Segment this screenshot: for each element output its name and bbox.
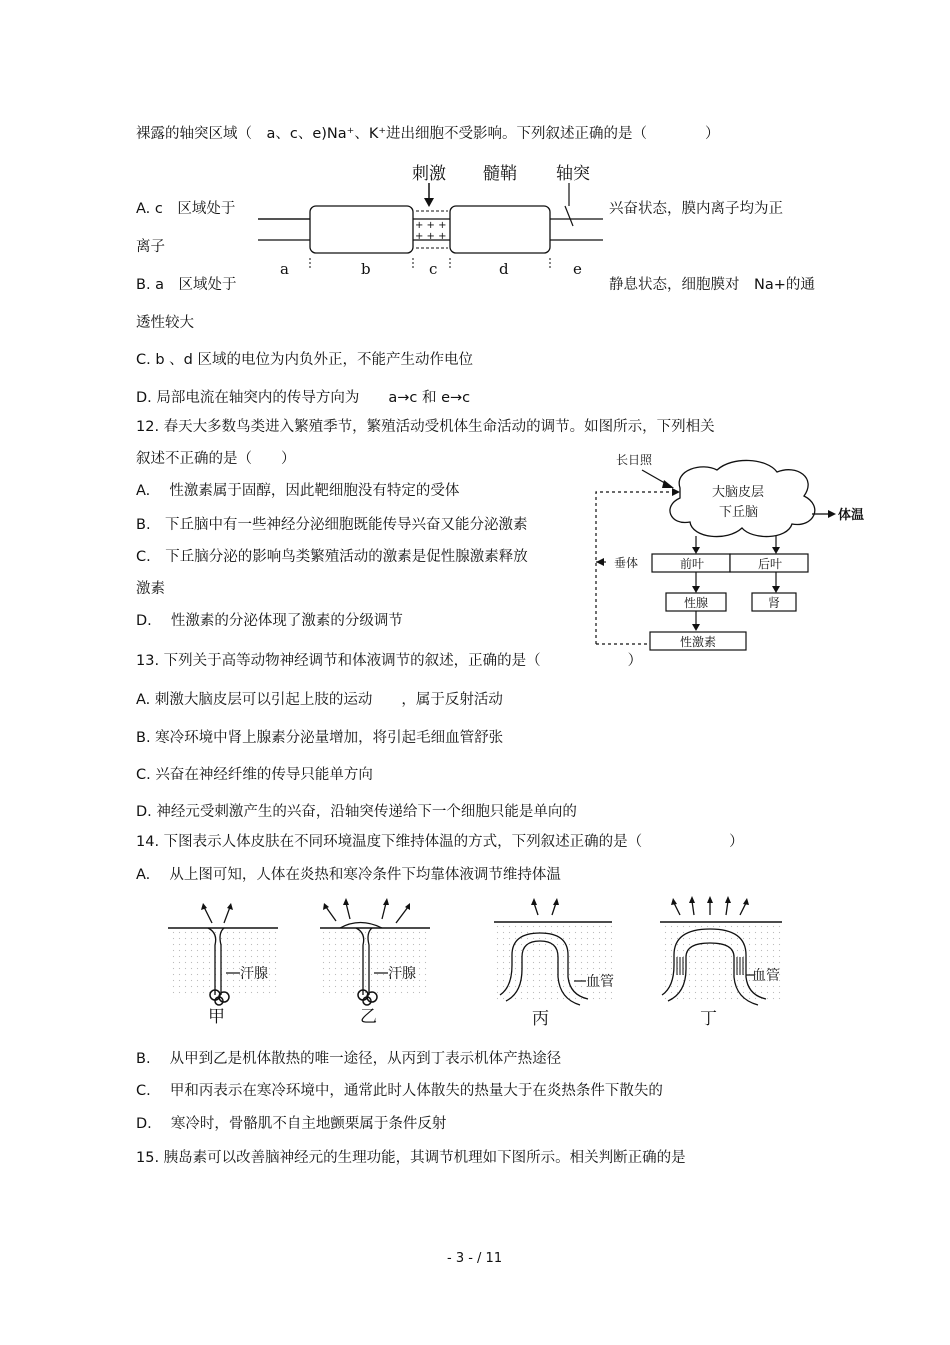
cortex-label: 大脑皮层 (712, 485, 765, 500)
q12-stem-cont: 叙述不正确的是（ ） (136, 451, 296, 467)
q12-option-d: D. 性激素的分泌体现了激素的分级调节 (136, 613, 403, 629)
q11-option-d: D. 局部电流在轴突内的传导方向为 a→c 和 e→c (136, 390, 471, 406)
myelin-sheath-d (450, 206, 550, 253)
hormone-regulation-diagram (592, 448, 872, 658)
q15-stem: 15. 胰岛素可以改善脑神经元的生理功能，其调节机理如下图所示。相关判断正确的是 (136, 1150, 686, 1166)
q12-option-c: C. 下丘脑分泌的影响鸟类繁殖活动的激素是促性腺激素释放 (136, 549, 528, 565)
long-day-label: 长日照 (616, 453, 653, 467)
blood-vessel-label-ding: 血管 (752, 968, 780, 984)
panel-bing (494, 898, 614, 1029)
q12-option-b: B. 下丘脑中有一些神经分泌细胞既能传导兴奋又能分泌激素 (136, 517, 528, 533)
charges-bottom: + + + (415, 231, 447, 242)
gonad-label: 性腺 (684, 596, 709, 610)
page-number: - 3 - / 11 (447, 1251, 503, 1266)
skin-thermoregulation-diagram (160, 895, 800, 1030)
q13-option-a: A. 刺激大脑皮层可以引起上肢的运动 ，属于反射活动 (136, 692, 503, 708)
panel-label-ding: 丁 (700, 1009, 717, 1029)
q11-option-b-cont: 透性较大 (136, 315, 194, 331)
q12-stem: 12. 春天大多数鸟类进入繁殖季节，繁殖活动受机体生命活动的调节。如图所示，下列相关 (136, 419, 715, 435)
hypothalamus-label: 下丘脑 (719, 505, 759, 520)
q11-option-b-right: 静息状态，细胞膜对 Na+的通 (609, 277, 815, 293)
sex-hormone-label: 性激素 (680, 635, 717, 649)
charges-top: + + + (415, 220, 447, 231)
q11-option-c: C. b 、d 区域的电位为内负外正，不能产生动作电位 (136, 352, 473, 368)
posterior-label: 后叶 (758, 557, 783, 571)
panel-yi (320, 898, 430, 1027)
axon-label: 轴突 (556, 164, 590, 184)
pituitary-label: 垂体 (614, 556, 639, 570)
q12-option-c-cont: 激素 (136, 581, 165, 597)
region-label-c: c (429, 260, 438, 278)
panel-jia (168, 903, 278, 1027)
panel-label-bing: 丙 (532, 1009, 549, 1029)
panel-ding (660, 896, 782, 1029)
axon-diagram (258, 158, 603, 280)
q12-option-a: A. 性激素属于固醇，因此靶细胞没有特定的受体 (136, 483, 460, 499)
q11-option-a-cont: 离子 (136, 239, 165, 255)
region-label-e: e (573, 260, 582, 278)
q11-option-b: B. a 区域处于 (136, 277, 237, 293)
region-label-a: a (280, 260, 289, 278)
sweat-gland-label-yi: 汗腺 (388, 966, 416, 982)
q14-stem: 14. 下图表示人体皮肤在不同环境温度下维持体温的方式，下列叙述正确的是（ ） (136, 834, 744, 850)
q13-option-d: D. 神经元受刺激产生的兴奋，沿轴突传递给下一个细胞只能是单向的 (136, 804, 577, 820)
kidney-label: 肾 (768, 596, 781, 610)
q11-option-a: A. c 区域处于 (136, 201, 236, 217)
stimulus-label: 刺激 (412, 164, 446, 184)
q13-option-b: B. 寒冷环境中肾上腺素分泌量增加，将引起毛细血管舒张 (136, 730, 504, 746)
body-temp-label: 体温 (838, 508, 865, 523)
q14-option-d: D. 寒冷时，骨骼肌不自主地颤栗属于条件反射 (136, 1116, 447, 1132)
q14-option-c: C. 甲和丙表示在寒冷环境中，通常此时人体散失的热量大于在炎热条件下散失的 (136, 1083, 663, 1099)
myelin-label: 髓鞘 (483, 164, 517, 184)
region-label-d: d (499, 260, 509, 278)
region-label-b: b (361, 260, 371, 278)
q11-stem: 裸露的轴突区域（ a、c、e)Na⁺、K⁺进出细胞不受影响。下列叙述正确的是（ ） (136, 126, 720, 142)
q14-option-a: A. 从上图可知，人体在炎热和寒冷条件下均靠体液调节维持体温 (136, 867, 561, 883)
q14-option-b: B. 从甲到乙是机体散热的唯一途径，从丙到丁表示机体产热途径 (136, 1051, 562, 1067)
q13-stem: 13. 下列关于高等动物神经调节和体液调节的叙述，正确的是（ ） (136, 653, 643, 669)
q13-option-c: C. 兴奋在神经纤维的传导只能单方向 (136, 767, 373, 783)
sweat-gland-label-jia: 汗腺 (240, 966, 268, 982)
myelin-sheath-b (310, 206, 413, 253)
q11-option-a-right: 兴奋状态，膜内离子均为正 (609, 201, 783, 217)
blood-vessel-label-bing: 血管 (586, 974, 614, 990)
panel-label-jia: 甲 (208, 1007, 225, 1027)
anterior-label: 前叶 (680, 557, 705, 571)
panel-label-yi: 乙 (360, 1007, 377, 1027)
